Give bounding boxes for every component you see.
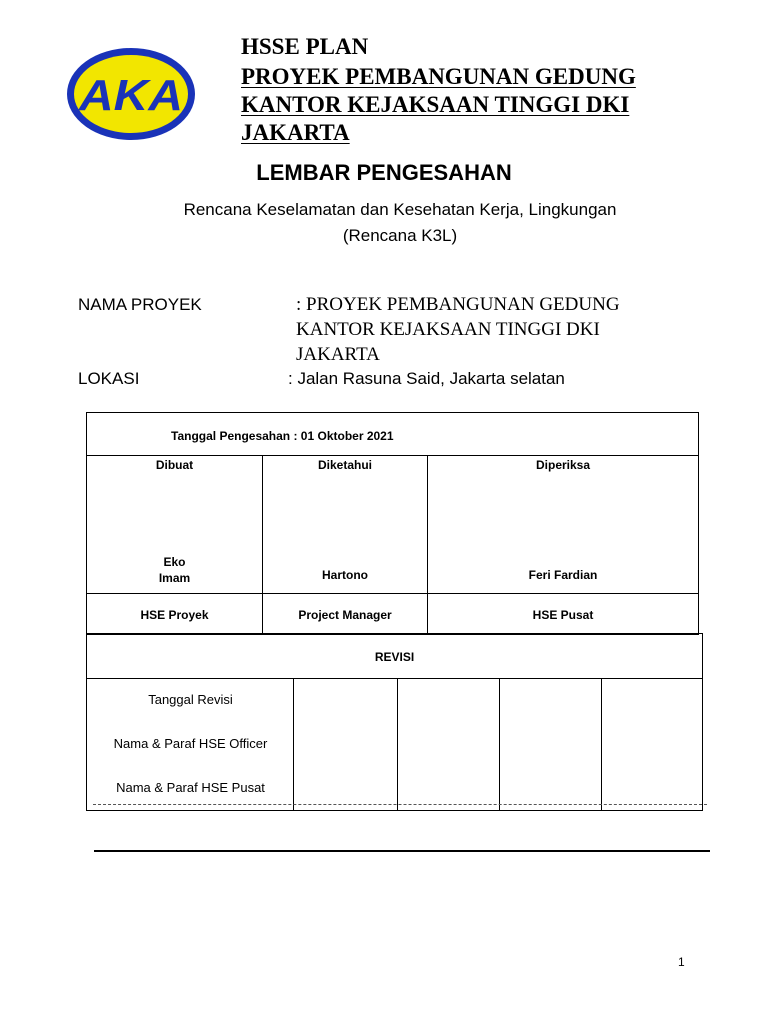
project-title-line-2: KANTOR KEJAKSAAN TINGGI DKI xyxy=(241,92,630,117)
approval-heading-dibuat: Dibuat xyxy=(155,458,194,472)
subtitle-line-1: Rencana Keselamatan dan Kesehatan Kerja, Lingkungan xyxy=(183,200,617,219)
signer-role-diketahui: Project Manager xyxy=(298,608,392,622)
revision-row-pusat-label: Nama & Paraf HSE Pusat xyxy=(116,780,265,795)
footer-rule xyxy=(94,850,710,852)
signer-name-dibuat-line-2: Imam xyxy=(158,571,191,585)
signer-name-diketahui: Hartono xyxy=(322,568,368,582)
approval-heading-diketahui: Diketahui xyxy=(317,458,372,472)
location-label: LOKASI xyxy=(78,369,140,388)
project-title-line-3: JAKARTA xyxy=(241,120,350,145)
project-name-value-line-1: : PROYEK PEMBANGUNAN GEDUNG xyxy=(296,294,620,315)
page-number: 1 xyxy=(678,955,685,969)
subtitle-line-2: (Rencana K3L) xyxy=(342,226,458,245)
location-value: : Jalan Rasuna Said, Jakarta selatan xyxy=(288,369,565,388)
document-type-title: HSSE PLAN xyxy=(241,34,369,59)
project-name-value-line-3: JAKARTA xyxy=(296,344,380,365)
approval-table xyxy=(86,412,699,635)
company-logo xyxy=(66,47,196,141)
revision-row-date-label: Tanggal Revisi xyxy=(148,692,233,707)
project-name-label: NAMA PROYEK xyxy=(78,295,202,314)
page-heading: LEMBAR PENGESAHAN xyxy=(256,160,512,185)
signer-name-dibuat-line-1: Eko xyxy=(163,555,186,569)
project-title-line-1: PROYEK PEMBANGUNAN GEDUNG xyxy=(241,64,636,89)
revision-table xyxy=(86,633,703,811)
approval-date: Tanggal Pengesahan : 01 Oktober 2021 xyxy=(171,429,394,443)
signer-role-dibuat: HSE Proyek xyxy=(140,608,209,622)
project-name-value-line-2: KANTOR KEJAKSAAN TINGGI DKI xyxy=(296,319,600,340)
signer-role-diperiksa: HSE Pusat xyxy=(532,608,594,622)
revision-title: REVISI xyxy=(374,650,415,664)
revision-row-officer-label: Nama & Paraf HSE Officer xyxy=(113,736,268,751)
approval-heading-diperiksa: Diperiksa xyxy=(535,458,591,472)
logo-text: AKA xyxy=(77,71,183,120)
signer-name-diperiksa: Feri Fardian xyxy=(528,568,598,582)
